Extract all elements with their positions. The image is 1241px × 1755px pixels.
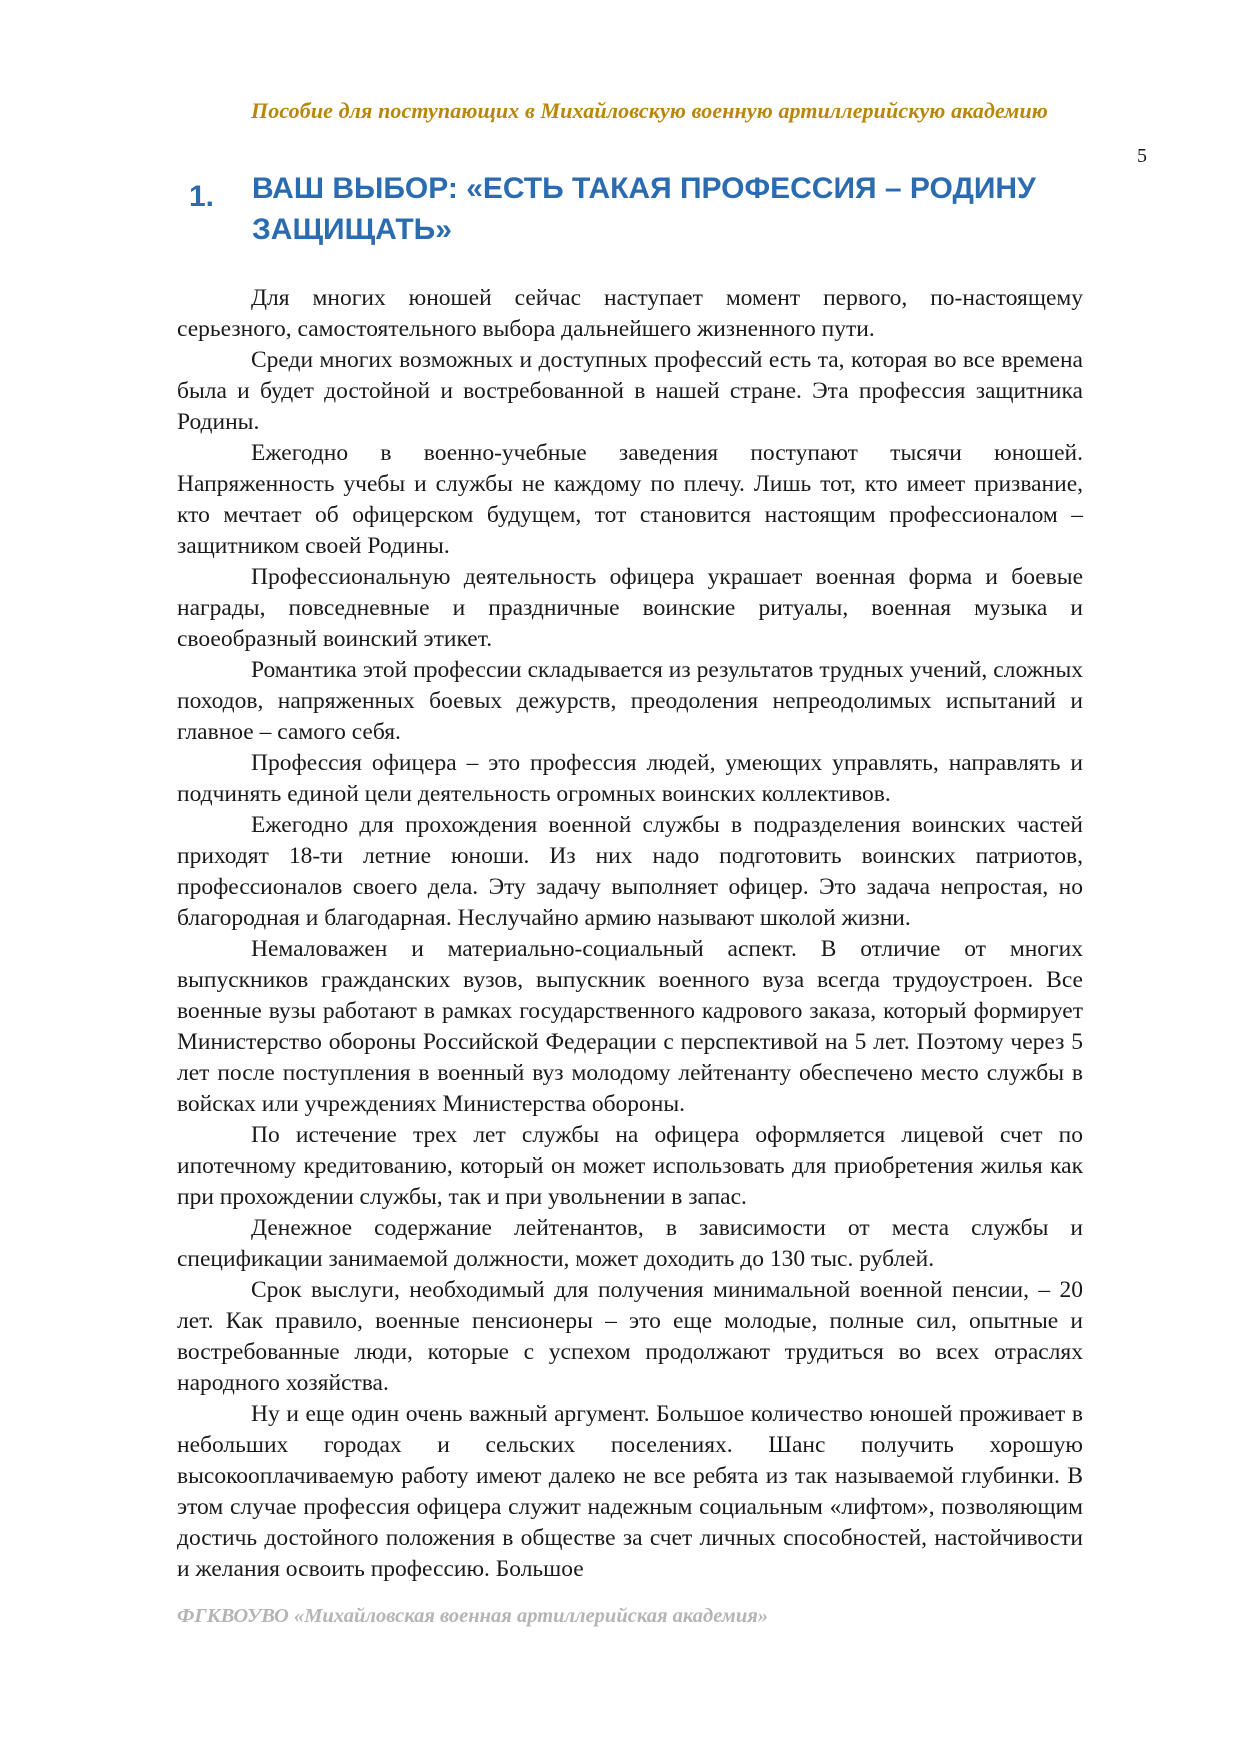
paragraph: Ежегодно в военно-учебные заведения поступают тысячи юношей. Напряженность учебы и службы не каждому по плечу. Лишь тот, кто имеет призвание, кто мечтает об офицерском будущем, тот становится настоящим профессионалом – защитником своей Родины.: [177, 440, 1083, 559]
paragraph: Романтика этой профессии складывается из результатов трудных учений, сложных походов, напряженных боевых дежурств, преодоления непреодолимых испытаний и главное – самого себя.: [177, 657, 1083, 745]
body-text: [177, 283, 1083, 1585]
paragraph: Профессия офицера – это профессия людей, умеющих управлять, направлять и подчинять единой цели деятельность огромных воинских коллективов.: [177, 750, 1083, 807]
paragraph: Денежное содержание лейтенантов, в зависимости от места службы и спецификации занимаемой должности, может доходить до 130 тыс. рублей.: [177, 1215, 1083, 1272]
section-number: 1.: [189, 180, 215, 213]
paragraph: Среди многих возможных и доступных профессий есть та, которая во все времена была и будет достойной и востребованной в нашей стране. Эта профессия защитника Родины.: [177, 347, 1083, 435]
paragraph: Немаловажен и материально-социальный аспект. В отличие от многих выпускников гражданских вузов, выпускник военного вуза всегда трудоустроен. Все военные вузы работают в рамках государственного кадрового заказа, который формирует Министерство обороны Российской Федерации с перспективой на 5 лет. Поэтому через 5 лет после поступления в военный вуз молодому лейтенанту обеспечено место службы в войсках или учреждениях Министерства обороны.: [177, 936, 1083, 1117]
paragraph: Для многих юношей сейчас наступает момент первого, по-настоящему серьезного, самостоятельного выбора дальнейшего жизненного пути.: [177, 285, 1083, 342]
page-header: Пособие для поступающих в Михайловскую военную артиллерийскую академию: [251, 98, 1048, 123]
paragraph: По истечение трех лет службы на офицера оформляется лицевой счет по ипотечному кредитованию, который он может использовать для приобретения жилья как при прохождении службы, так и при увольнении в запас.: [177, 1122, 1083, 1210]
page-number: 5: [1137, 145, 1147, 167]
paragraph: Профессиональную деятельность офицера украшает военная форма и боевые награды, повседневные и праздничные воинские ритуалы, военная музыка и своеобразный воинский этикет.: [177, 564, 1083, 652]
section-heading: [189, 168, 1149, 250]
paragraph: Ну и еще один очень важный аргумент. Большое количество юношей проживает в небольших городах и сельских поселениях. Шанс получить хорошую высокооплачиваемую работу имеют далеко не все ребята из так называемой глубинки. В этом случае профессия офицера служит надежным социальным «лифтом», позволяющим достичь достойного положения в обществе за счет личных способностей, настойчивости и желания освоить профессию. Большое: [177, 1401, 1083, 1582]
page-footer: ФГКВОУВО «Михайловская военная артиллерийская академия»: [177, 1605, 769, 1627]
paragraph: Срок выслуги, необходимый для получения минимальной военной пенсии, – 20 лет. Как правило, военные пенсионеры – это еще молодые, полные сил, опытные и востребованные люди, которые с успехом продолжают трудиться во всех отраслях народного хозяйства.: [177, 1277, 1083, 1396]
paragraph: Ежегодно для прохождения военной службы в подразделения воинских частей приходят 18-ти летние юноши. Из них надо подготовить воинских патриотов, профессионалов своего дела. Эту задачу выполняет офицер. Это задача непростая, но благородная и благодарная. Неслучайно армию называют школой жизни.: [177, 812, 1083, 931]
section-title: ВАШ ВЫБОР: «ЕСТЬ ТАКАЯ ПРОФЕССИЯ – РОДИНУ ЗАЩИЩАТЬ»: [252, 172, 1036, 246]
